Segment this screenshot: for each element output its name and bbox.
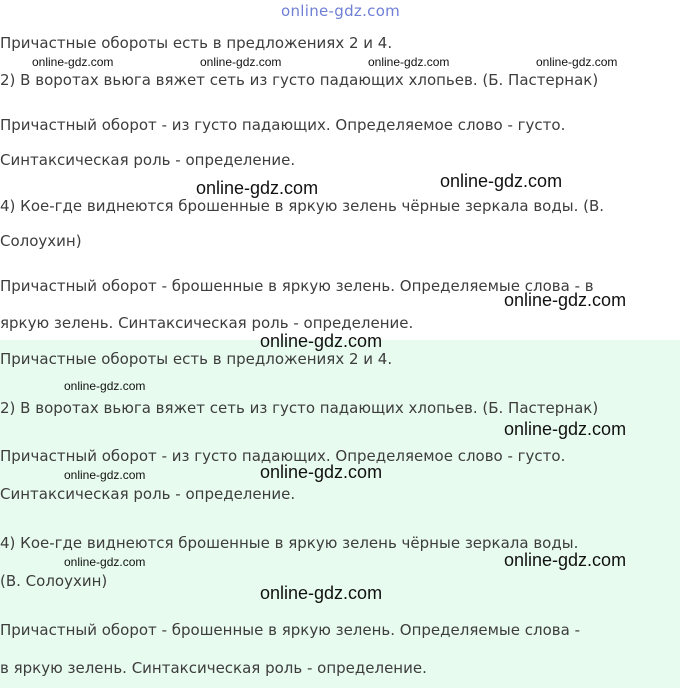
answer1-sentence-4-analysis-line2: яркую зелень. Синтаксическая роль - определение.	[0, 314, 414, 332]
header-watermark: online-gdz.com	[281, 2, 401, 20]
watermark-text: online-gdz.com	[196, 178, 319, 198]
answer1-sentence-2-analysis-line1: Причастный оборот - из густо падающих. Определяемое слово - густо.	[0, 116, 566, 134]
watermark-text: online-gdz.com	[504, 419, 627, 439]
answer1-intro: Причастные обороты есть в предложениях 2 и 4.	[0, 34, 393, 52]
watermark-text: online-gdz.com	[64, 555, 146, 569]
answer1-sentence-4-line2: Солоухин)	[0, 232, 82, 250]
watermark-text: online-gdz.com	[260, 331, 383, 351]
watermark-text: online-gdz.com	[64, 379, 146, 393]
watermark-text: online-gdz.com	[368, 55, 450, 69]
answer2-sentence-4-analysis-line1: Причастный оборот - брошенные в яркую зелень. Определяемые слова -	[0, 621, 580, 639]
answer2-sentence-2: 2) В воротах вьюга вяжет сеть из густо падающих хлопьев. (Б. Пастернак)	[0, 399, 599, 417]
watermark-text: online-gdz.com	[440, 171, 563, 191]
answer2-sentence-2-analysis-line2: Синтаксическая роль - определение.	[0, 485, 296, 503]
watermark-text: online-gdz.com	[32, 55, 114, 69]
watermark-text: online-gdz.com	[504, 290, 627, 310]
answer1-sentence-2: 2) В воротах вьюга вяжет сеть из густо падающих хлопьев. (Б. Пастернак)	[0, 71, 599, 89]
answer1-sentence-2-analysis-line2: Синтаксическая роль - определение.	[0, 151, 296, 169]
answer2-sentence-4-line2: (В. Солоухин)	[0, 572, 108, 590]
answer2-sentence-2-analysis-line1: Причастный оборот - из густо падающих. Определяемое слово - густо.	[0, 447, 566, 465]
watermark-text: online-gdz.com	[200, 55, 282, 69]
watermark-text: online-gdz.com	[260, 583, 383, 603]
answer1-sentence-4-analysis-line1: Причастный оборот - брошенные в яркую зелень. Определяемые слова - в	[0, 277, 594, 295]
watermark-text: online-gdz.com	[64, 468, 146, 482]
watermark-text: online-gdz.com	[504, 550, 627, 570]
watermark-text: online-gdz.com	[536, 55, 618, 69]
answer2-intro: Причастные обороты есть в предложениях 2 и 4.	[0, 350, 393, 368]
answer2-sentence-4-analysis-line2: в яркую зелень. Синтаксическая роль - определение.	[0, 659, 427, 677]
answer2-sentence-4-line1: 4) Кое-где виднеются брошенные в яркую зелень чёрные зеркала воды.	[0, 534, 579, 552]
watermark-text: online-gdz.com	[260, 462, 383, 482]
answer1-sentence-4-line1: 4) Кое-где виднеются брошенные в яркую зелень чёрные зеркала воды. (В.	[0, 197, 605, 215]
